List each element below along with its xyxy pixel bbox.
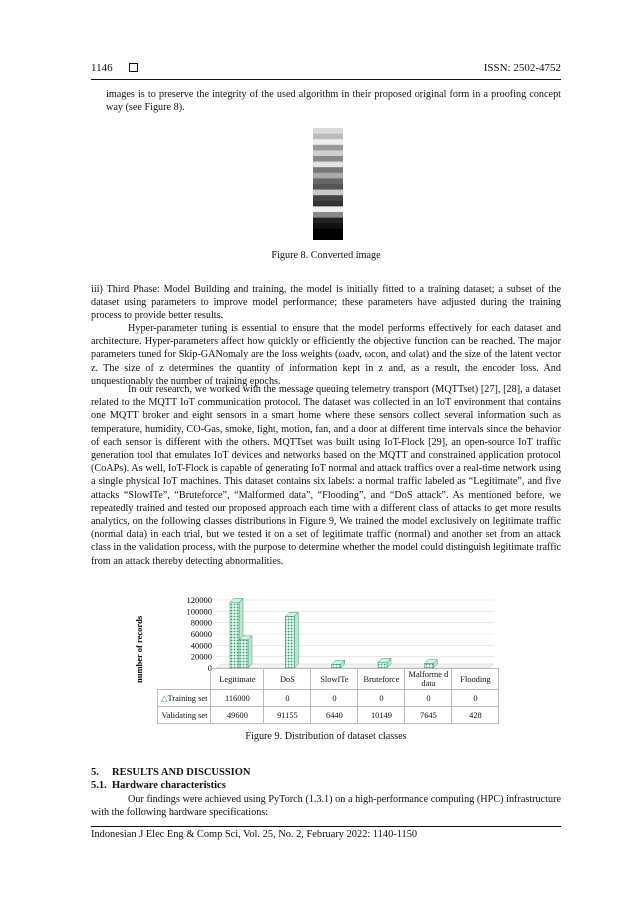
y-tick-label: 80000: [190, 617, 212, 628]
table-header-row: [158, 669, 499, 690]
table-row: [158, 690, 499, 707]
y-tick-label: 20000: [190, 651, 212, 662]
bar: [285, 616, 294, 668]
image-stripe: [313, 150, 343, 156]
image-stripe: [313, 167, 343, 173]
hardware-paragraph: Our findings were achieved using PyTorch (1.3.1) on a high-performance computing (HPC) infrastructure with the following hardware specifications:: [91, 794, 561, 819]
hyper-paragraph: Hyper-parameter tuning is essential to ensure that the model performs effectively for each dataset and architecture. Hyper-parameters affect how quickly or efficiently the objective function can be reached. The major parameters tuned for Skip-GANomaly are the loss weights (ωadv, ωcon, and ωlat) and the size of the latent vector z. The size of z determines the quantity of information kept in z and, as a result, the encoder loss. And unquestionably the number of training epochs.: [91, 323, 561, 387]
image-stripe: [313, 184, 343, 190]
table-cell: 6440: [311, 707, 358, 724]
chart-data-table: [157, 668, 499, 724]
image-stripe: [313, 139, 343, 145]
image-stripe: [313, 212, 343, 218]
image-stripe: [313, 145, 343, 151]
y-tick-label: 40000: [190, 640, 212, 651]
image-stripe: [313, 178, 343, 184]
series-name: Training set: [167, 694, 208, 703]
y-axis-label: number of records: [134, 615, 144, 683]
table-cell: 0: [452, 690, 499, 707]
table-header: DoS: [264, 669, 311, 690]
image-stripe: [313, 134, 343, 140]
page-number: 1146: [91, 62, 113, 74]
research-paragraph: In our research, we worked with the message queuing telemetry transport (MQTTset) [27], [28], a dataset related to the MQTT IoT communication protocol. The dataset was collected in an IoT environment that contains one MQTT broker and eight sensors in a smart home where these sensors collect several information such as temperature, humidity, CO-Gas, smoke, light, motion, fan, and a door at different time intervals since the behavior of each sensor is different with the others. MQTTset was built using IoT-Flock [29], an open-source IoT traffic generation tool that emulates IoT devices and networks based on the MQTT and constrained application protocol (CoAPs). As well, IoT-Flock is capable of generating IoT normal and attack traffics over a real-time network using a single physical IoT machines. This dataset contains six labels: a normal traffic labeled as “Legitimate”, and five attacks “SlowITe”, “Bruteforce”, “Malformed data”, “Flooding”, and “DoS attack”. As mentioned before, we repeatedly trained and tested our proposed approach each time with a different class of attacks to get more results analytics, on the following classes distributions in Figure 9, We trained the model exclusively on legitimate traffic (normal data) in each trial, but we tested it on a set of legitimate traffic (normal) and another set from an attack class in the validation process, with the purpose to determine whether the model could distinguish legitimate traffic from an attack thereby detecting abnormalities.: [91, 384, 561, 567]
image-stripe: [313, 201, 343, 207]
image-stripe: [313, 234, 343, 240]
table-header: Malforme d data: [405, 669, 452, 690]
table-cell: 428: [452, 707, 499, 724]
section-heading: 5. RESULTS AND DISCUSSION: [91, 767, 251, 778]
image-stripe: [313, 229, 343, 235]
series-name: Validating set: [158, 707, 211, 724]
table-cell: 0: [358, 690, 405, 707]
y-tick-label: 120000: [186, 595, 212, 605]
image-stripe: [313, 223, 343, 229]
bar-side: [294, 612, 298, 668]
table-cell: 0: [264, 690, 311, 707]
bar: [239, 640, 248, 668]
figure8-caption: Figure 8. Converted image: [271, 250, 381, 261]
subsection-heading: 5.1. Hardware characteristics: [91, 780, 226, 791]
image-stripe: [313, 190, 343, 196]
table-corner: [158, 669, 211, 690]
image-stripe: [313, 156, 343, 162]
table-header: SlowITe: [311, 669, 358, 690]
figure9-caption: Figure 9. Distribution of dataset classes: [245, 731, 407, 742]
table-header: Legitimate: [211, 669, 264, 690]
legend-swatch-icon: △: [161, 694, 168, 703]
table-cell: 7645: [405, 707, 452, 724]
phase3-text: iii) Third Phase: Model Building and training, the model is initially fitted to a training dataset; a subset of the dataset using parameters to improve model performance; these parameters have adjusted during the training process to provide better results.: [91, 284, 561, 322]
table-row: [158, 707, 499, 724]
table-cell: 0: [405, 690, 452, 707]
table-cell: 49600: [211, 707, 264, 724]
y-tick-label: 100000: [186, 606, 212, 617]
bar: [230, 602, 239, 668]
converted-image: [313, 128, 343, 240]
issn: ISSN: 2502-4752: [483, 62, 561, 74]
y-tick-label: 60000: [190, 629, 212, 639]
table-cell: 91155: [264, 707, 311, 724]
image-stripe: [313, 162, 343, 168]
footer-rule: [91, 826, 561, 827]
image-stripe: [313, 195, 343, 201]
footer-citation: Indonesian J Elec Eng & Comp Sci, Vol. 25, No. 2, February 2022: 1140-1150: [91, 829, 418, 840]
table-cell: 10149: [358, 707, 405, 724]
bar-side: [248, 636, 252, 668]
series-label-training: [158, 690, 211, 707]
intro-paragraph: images is to preserve the integrity of the used algorithm in their proposed original form in a proofing concept way (see Figure 8).: [106, 89, 561, 114]
table-cell: 0: [311, 690, 358, 707]
y-tick-label: 0: [207, 663, 212, 673]
header-rule: [91, 79, 561, 80]
image-stripe: [313, 218, 343, 224]
square-icon: [129, 63, 138, 72]
phase3-paragraph: [91, 283, 561, 323]
image-stripe: [313, 206, 343, 212]
table-cell: 116000: [211, 690, 264, 707]
image-stripe: [313, 128, 343, 134]
image-stripe: [313, 173, 343, 179]
table-header: Flooding: [452, 669, 499, 690]
table-header: Bruteforce: [358, 669, 405, 690]
